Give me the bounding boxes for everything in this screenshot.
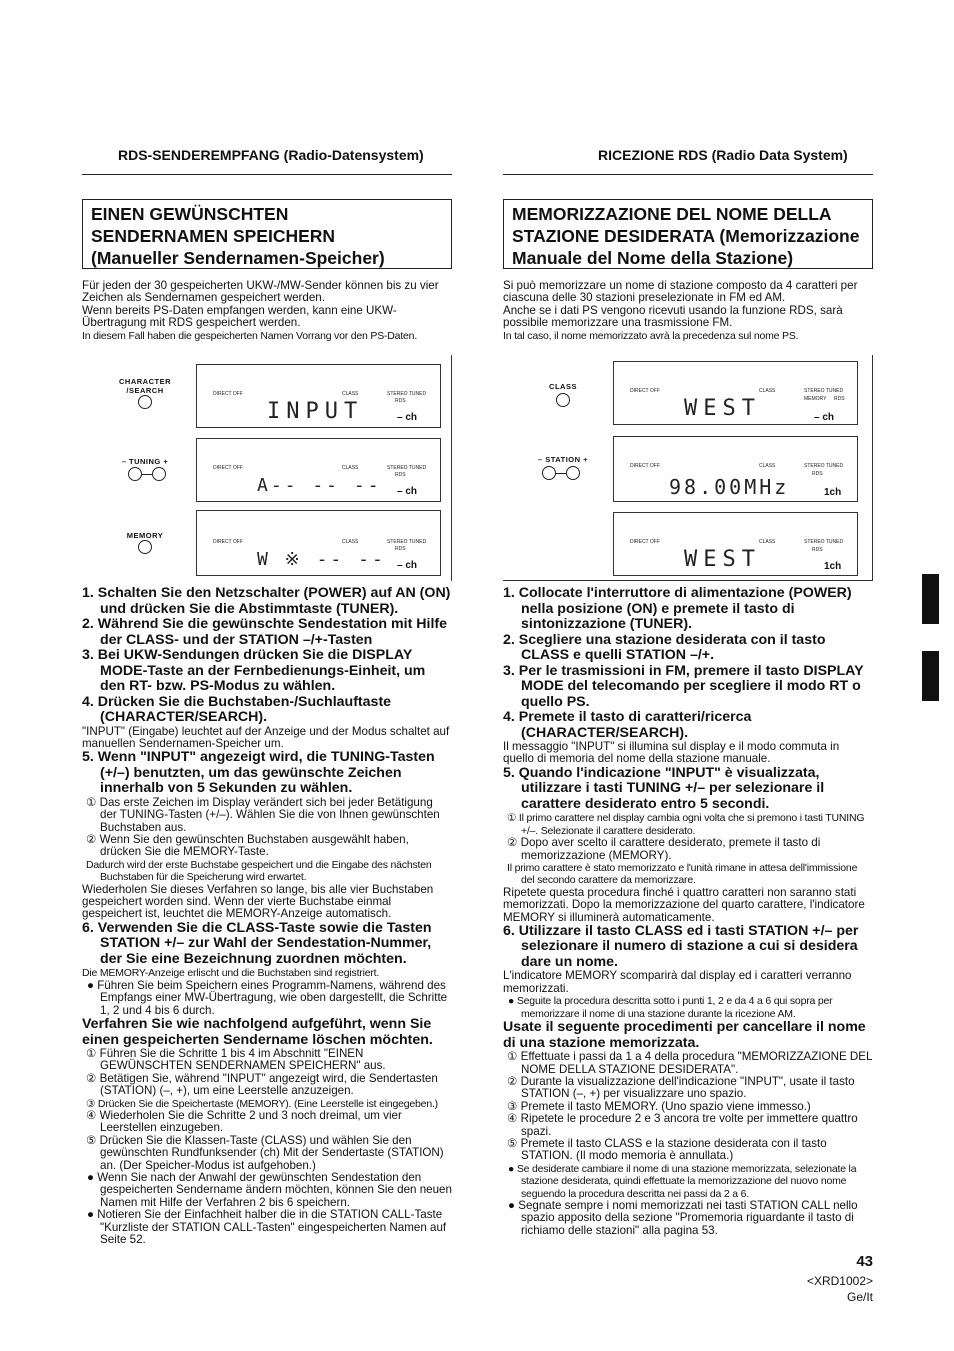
- step-4: 4. Drücken Sie die Buchstaben-/Suchlauftaste (CHARACTER/SEARCH).: [82, 693, 392, 725]
- body-column-de: [82, 586, 452, 1247]
- channel-readout: 1ch: [824, 487, 842, 498]
- header-rule-left: [82, 174, 452, 175]
- class-indicator: CLASS: [342, 391, 359, 397]
- control-label-tuning: – TUNING +: [121, 457, 169, 466]
- rds-indicator: RDS: [834, 396, 845, 402]
- step-5: 5. Wenn "INPUT" angezeigt wird, die TUNING-Tasten (+/–) benutzten, um das gewünschte Zeichen innerhalb von 5 Sekunden zu wählen.: [82, 749, 435, 797]
- note-bullet: ● Notieren Sie der Einfachheit halber die in die STATION CALL-Taste "Kurzliste der STATION CALL-Tasten" eingespeicherten Namen auf Seite 52.: [87, 1208, 447, 1247]
- lcd-text: INPUT: [267, 399, 364, 424]
- substep-1: ① Il primo carattere nel display cambia ogni volta che si premono i tasti TUNING +/–. Selezionate il carattere desiderato.: [507, 812, 865, 837]
- title-line: Manuale del Nome della Stazione): [512, 248, 794, 268]
- rds-indicator: RDS: [395, 546, 406, 552]
- step-3: 3. Bei UKW-Sendungen drücken Sie die DISPLAY MODE-Taste an der Fernbedienungs-Einheit, um den RT- bzw. PS-Modus zu wählen.: [82, 647, 426, 694]
- class-indicator: CLASS: [342, 539, 359, 545]
- station-plus-button[interactable]: [566, 466, 580, 480]
- page-number: 43: [856, 1253, 873, 1270]
- step-6-text: Die MEMORY-Anzeige erlischt und die Buchstaben sind registriert.: [82, 967, 380, 980]
- substep-2: ② Wenn Sie den gewünschten Buchstaben ausgewählt haben, drücken Sie die MEMORY-Taste.: [86, 833, 409, 859]
- stereo-tuned-indicator: STEREO TUNED: [804, 388, 844, 394]
- language-code: Ge/It: [846, 1290, 873, 1304]
- channel-readout: – ch: [814, 412, 835, 423]
- intro-it: [503, 280, 873, 342]
- intro-paragraph: In diesem Fall haben die gespeicherten Namen Vorrang vor den PS-Daten.: [82, 329, 418, 342]
- direct-off-indicator: DIRECT OFF: [630, 463, 660, 469]
- title-line: MEMORIZZAZIONE DEL NOME DELLA: [512, 204, 832, 224]
- rds-indicator: RDS: [812, 547, 823, 553]
- intro-paragraph: Wenn bereits PS-Daten empfangen werden, kann eine UKW-Übertragung mit RDS gespeichert werden.: [82, 303, 397, 330]
- step-4-text: "INPUT" (Eingabe) leuchtet auf der Anzeige und der Modus schaltet auf manuellen Sendernamen-Speicher um.: [82, 724, 450, 750]
- class-button[interactable]: [556, 393, 570, 407]
- delete-step: ④ Wiederholen Sie die Schritte 2 und 3 noch dreimal, um vier Leerstellen einzugeben.: [86, 1109, 402, 1135]
- intro-paragraph: Für jeden der 30 gespeicherten UKW-/MW-Sender können bis zu vier Zeichen als Sendernamen gespeichert werden.: [82, 279, 439, 305]
- stereo-tuned-indicator: STEREO TUNED: [387, 465, 427, 471]
- step-1: 1. Collocate l'interruttore di alimentazione (POWER) nella posizione (ON) e premete il tasto di sintonizzazione (TUNER).: [503, 585, 852, 632]
- delete-step: ④ Ripetete le procedure 2 e 3 ancora tre volte per immettere quattro spazi.: [507, 1112, 858, 1138]
- rds-indicator: RDS: [395, 398, 406, 404]
- delete-step: ① Effettuate i passi da 1 a 4 della procedura "MEMORIZZAZIONE DEL NOME DELLA STAZIONE DESIDERATA".: [507, 1050, 873, 1076]
- note-bullet: ● Segnate sempre i nomi memorizzati nei tasti STATION CALL nello spazio apposito della sezione "Promemoria riguardante il tasto di richiamo delle stazioni" alla pagina 53.: [508, 1198, 858, 1237]
- intro-de: [82, 280, 452, 342]
- lcd-text: WEST: [684, 547, 761, 572]
- delete-step: ⑤ Premete il tasto CLASS e la stazione desiderata con il tasto STATION. (Il modo memoria è annullata.): [507, 1136, 827, 1163]
- control-label-memory: MEMORY: [126, 531, 164, 540]
- substep-2-note: Il primo carattere è stato memorizzato e l'unità rimane in attesa dell'immissione del secondo carattere da memorizzare.: [507, 861, 858, 887]
- step-6-bullet: ● Seguite la procedura descritta sotto i punti 1, 2 e da 4 a 6 qui sopra per memorizzare il nome di una stazione durante la ricezione AM.: [508, 995, 833, 1020]
- memory-button[interactable]: [138, 540, 152, 554]
- station-minus-button[interactable]: [542, 466, 556, 480]
- channel-readout: – ch: [397, 412, 418, 423]
- delete-step: ③ Premete il tasto MEMORY. (Uno spazio viene immesso.): [507, 1099, 811, 1113]
- control-label-class: CLASS: [549, 382, 577, 391]
- substep-2: ② Dopo aver scelto il carattere desiderato, premete il tasto di memorizzazione (MEMORY).: [507, 836, 821, 862]
- lcd-display-de-3: [196, 510, 441, 576]
- substep-1: ① Das erste Zeichen im Display verändert sich bei jeder Betätigung der TUNING-Tasten (+/–). Wählen Sie die von Ihnen gewünschten Buchstaben aus.: [86, 795, 440, 834]
- class-indicator: CLASS: [759, 388, 776, 394]
- step-5-text: Ripetete questa procedura finché i quattro caratteri non saranno stati memorizzati. Dopo la memorizzazione del quarto carattere, l'indicatore MEMORY si illuminerà automaticamente.: [503, 885, 865, 924]
- section-header-left: RDS-SENDEREMPFANG (Radio-Datensystem): [118, 147, 424, 163]
- stereo-tuned-indicator: STEREO TUNED: [804, 463, 844, 469]
- step-4-text: Il messaggio "INPUT" si illumina sul display e il modo commuta in quello di memoria del nome della stazione manuale.: [503, 740, 840, 766]
- document-code: <XRD1002>: [806, 1274, 873, 1288]
- note-bullet: ● Wenn Sie nach der Anwahl der gewünschten Sendestation den gespeicherten Sendername ändern möchten, können Sie den neuen Namen mit Hilfe der Verfahren 2 bis 6 speichern.: [87, 1171, 452, 1209]
- stereo-tuned-indicator: STEREO TUNED: [804, 539, 844, 545]
- step-2: 2. Während Sie die gewünschte Sendestation mit Hilfe der CLASS- und der STATION –/+-Tasten: [82, 616, 448, 648]
- lcd-display-de-2: [196, 438, 441, 502]
- direct-off-indicator: DIRECT OFF: [213, 539, 243, 545]
- body-column-it: [503, 586, 873, 1237]
- channel-readout: – ch: [397, 560, 418, 571]
- lcd-text: A-- -- --: [257, 475, 382, 496]
- stereo-tuned-indicator: STEREO TUNED: [387, 391, 427, 397]
- channel-readout: – ch: [397, 486, 418, 497]
- rds-indicator: RDS: [395, 472, 406, 478]
- step-5: 5. Quando l'indicazione "INPUT" è visualizzata, utilizzare i tasti TUNING +/– per selezionare il carattere desiderato entro 5 secondi.: [503, 764, 825, 812]
- stereo-tuned-indicator: STEREO TUNED: [387, 539, 427, 545]
- step-6-bullet: ● Führen Sie beim Speichern eines Programm-Namens, während des Empfangs einer MW-Übertragung, wie oben dargestellt, die Schritte 1, 2 und 4 bis 6 durch.: [87, 978, 448, 1017]
- note-bullet: ● Se desiderate cambiare il nome di una stazione memorizzata, selezionate la stazione desiderata, quindi effettuate la memorizzazione del nuovo nome seguendo la procedura descritta nei passi da 2 a 6.: [508, 1162, 857, 1200]
- title-line: SENDERNAMEN SPEICHERN: [91, 226, 336, 246]
- delete-step: ③ Drücken Sie die Speichertaste (MEMORY). (Eine Leerstelle ist eingegeben.): [86, 1097, 438, 1110]
- station-connector: [556, 473, 566, 474]
- tuning-connector: [142, 474, 152, 475]
- control-label-station: – STATION +: [537, 455, 589, 464]
- lcd-display-it-3: [613, 512, 858, 576]
- direct-off-indicator: DIRECT OFF: [213, 391, 243, 397]
- lcd-text: W ※ -- --: [257, 549, 386, 570]
- direct-off-indicator: DIRECT OFF: [213, 465, 243, 471]
- memory-indicator: MEMORY: [804, 396, 827, 402]
- delete-step: ⑤ Drücken Sie die Klassen-Taste (CLASS) und wählen Sie den gewünschten Rundfunksender (ch) Mit der Sendertaste (STATION) an. (Der Speicher-Modus ist aufgehoben.): [86, 1133, 444, 1172]
- delete-heading: Verfahren Sie wie nachfolgend aufgeführt, wenn Sie einen gespeicherten Sendername löschen möchten.: [82, 1016, 433, 1048]
- substep-2-note: Dadurch wird der erste Buchstabe gespeichert und die Eingabe des nächsten Buchstaben für die Speicherung wird erwartet.: [86, 858, 432, 884]
- character-search-button[interactable]: [138, 395, 152, 409]
- title-line: (Manueller Sendernamen-Speicher): [91, 248, 385, 268]
- class-indicator: CLASS: [759, 463, 776, 469]
- language-tab-it: [922, 651, 939, 701]
- lcd-display-it-2: [613, 436, 858, 502]
- tuning-minus-button[interactable]: [128, 467, 142, 481]
- class-indicator: CLASS: [342, 465, 359, 471]
- title-line: STAZIONE DESIDERATA (Memorizzazione: [512, 226, 860, 246]
- title-box-de: [82, 199, 452, 269]
- lcd-text: 98.00MHz: [669, 475, 790, 499]
- delete-step: ② Durante la visualizzazione dell'indicazione "INPUT", usate il tasto STATION (–, +) per visualizzare uno spazio.: [507, 1074, 855, 1101]
- step-3: 3. Per le trasmissioni in FM, premere il tasto DISPLAY MODE del telecomando per scegliere il modo RT o quello PS.: [503, 662, 864, 710]
- title-box-it: [503, 199, 873, 269]
- intro-paragraph: In tal caso, il nome memorizzato avrà la precedenza sul nome PS.: [503, 329, 799, 342]
- step-6: 6. Utilizzare il tasto CLASS ed i tasti STATION +/– per selezionare il numero di stazione a cui si desidera dare un nome.: [503, 922, 859, 970]
- lcd-display-it-1: [613, 361, 858, 425]
- lcd-text: WEST: [684, 396, 761, 421]
- direct-off-indicator: DIRECT OFF: [630, 388, 660, 394]
- delete-heading: Usate il seguente procedimenti per cancellare il nome di una stazione memorizzata.: [503, 1019, 866, 1051]
- lcd-display-de-1: [196, 364, 441, 428]
- control-label-character-search: CHARACTER /SEARCH: [119, 377, 171, 395]
- channel-readout: 1ch: [824, 561, 842, 572]
- step-4: 4. Premete il tasto di caratteri/ricerca (CHARACTER/SEARCH).: [503, 709, 752, 741]
- section-header-right: RICEZIONE RDS (Radio Data System): [598, 147, 848, 163]
- step-6: 6. Verwenden Sie die CLASS-Taste sowie die Tasten STATION +/– zur Wahl der Sendestation-Nummer, der Sie eine Bezeichnung zuordnen möchten.: [82, 919, 432, 967]
- delete-step: ① Führen Sie die Schritte 1 bis 4 im Abschnitt "EINEN GEWÜNSCHTEN SENDERNAMEN SPEICHERN" aus.: [86, 1047, 386, 1073]
- rds-indicator: RDS: [812, 471, 823, 477]
- step-2: 2. Scegliere una stazione desiderata con il tasto CLASS e quelli STATION –/+.: [503, 631, 826, 663]
- title-line: EINEN GEWÜNSCHTEN: [91, 204, 289, 224]
- header-rule-right: [503, 174, 873, 175]
- step-1: 1. Schalten Sie den Netzschalter (POWER) auf AN (ON) und drücken Sie die Abstimmtaste (TUNER).: [82, 585, 451, 617]
- language-tab-de: [922, 574, 939, 624]
- tuning-plus-button[interactable]: [152, 467, 166, 481]
- intro-paragraph: Anche se i dati PS vengono ricevuti usando la funzione RDS, sarà possibile memorizzare una trasmissione FM.: [503, 303, 843, 330]
- intro-paragraph: Si può memorizzare un nome di stazione composto da 4 caratteri per ciascuna delle 30 stazioni preselezionate in FM ed AM.: [503, 279, 858, 305]
- delete-step: ② Betätigen Sie, während "INPUT" angezeigt wird, die Sendertasten (STATION) (–, +), um eine Leerstelle anzuzeigen.: [86, 1071, 438, 1098]
- direct-off-indicator: DIRECT OFF: [630, 539, 660, 545]
- step-5-text: Wiederholen Sie dieses Verfahren so lange, bis alle vier Buchstaben gespeichert worden sind. Wenn der vierte Buchstabe einmal gespeichert ist, leuchtet die MEMORY-Anzeige automatisch.: [82, 882, 434, 921]
- class-indicator: CLASS: [759, 539, 776, 545]
- step-6-text: L'indicatore MEMORY scomparirà dal display ed i caratteri verranno memorizzati.: [503, 969, 852, 995]
